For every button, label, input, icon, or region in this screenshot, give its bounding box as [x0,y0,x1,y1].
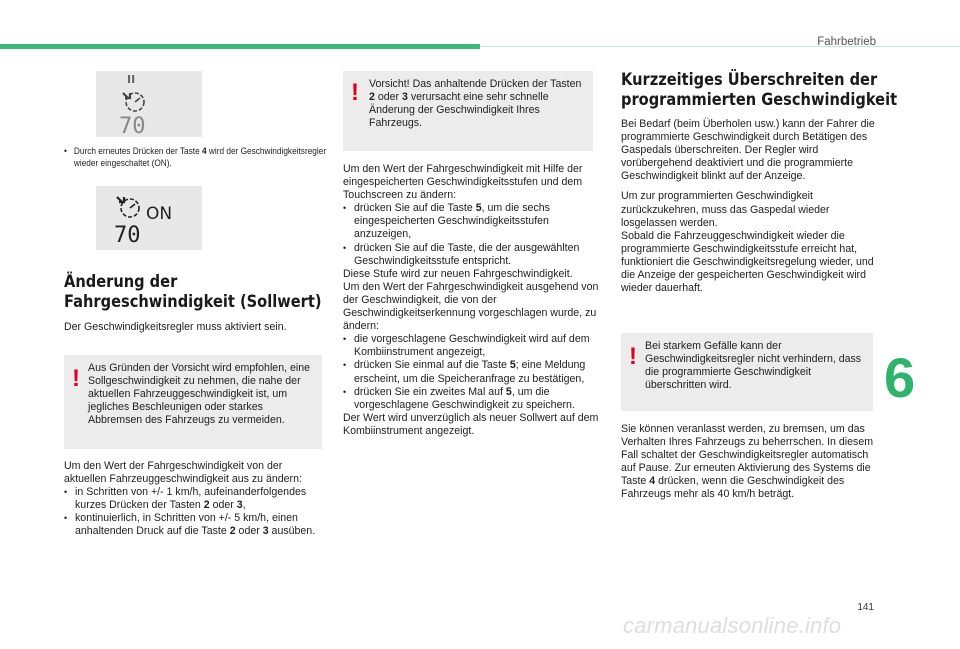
set-speed-value: 70 [114,223,141,248]
on-status: ON [146,204,173,224]
section-title: Fahrbetrieb [817,36,876,48]
watermark: carmanualsonline.info [623,613,842,638]
warning-icon: ! [351,79,359,106]
warning-icon: ! [629,343,637,370]
warning-icon: ! [72,365,80,392]
warning-box-3 [621,333,873,411]
warning-text: Bei starkem Gefälle kann der Geschwindigkeitsregler nicht verhindern, dass die programmierte Geschwindigkeit überschritten wird. [645,340,862,392]
cruise-paused-display [96,71,202,137]
warning-box-2 [343,71,593,151]
intro-paragraph: Der Geschwindigkeitsregler muss aktiviert sein. [64,321,287,333]
section-accent-bar [0,44,480,49]
warning-text: Aus Gründen der Vorsicht wird empfohlen, eine Sollgeschwindigkeit zu nehmen, die nahe der aktuellen Fahrzeuggeschwindigkeit ist, um jegliches Beschleunigen oder starkes Abbremsen des Fahrzeugs zu vermeiden. [88,362,311,427]
page-number: 141 [857,602,874,613]
section-divider [480,46,960,47]
cruise-on-display [96,186,202,250]
braking-text: Sie können veranlasst werden, zu bremsen, um das Verhalten Ihres Fahrzeugs zu beherrschen. In diesem Fall schaltet der Geschwindigkeitsregler automatisch auf Pause. Zur erneuten Aktivierung des Systems die Taste 4 drücken, wenn die Geschwindigkeit des Fahrzeugs mehr als 40 km/h beträgt. [621,423,874,501]
heading-override: Kurzzeitiges Überschreiten der programmierten Geschwindigkeit [621,70,898,110]
speedometer-icon [96,71,202,137]
speedometer-on-icon [96,186,202,250]
pause-symbol: II [127,73,136,86]
heading-change-speed: Änderung der Fahrgeschwindigkeit (Sollwert) [64,272,322,312]
chapter-number: 6 [884,346,916,409]
override-text: Bei Bedarf (beim Überholen usw.) kann der Fahrer die programmierte Geschwindigkeit durch Betätigen des Gaspedals überschreiten. Der Regler wird vorübergehend deaktiviert und die programmierte Geschwindigkeit blinkt auf der Anzeige. Um zur programmierten Geschwindigkeit zurückzukehren, muss das Gaspedal wieder losgelassen werden. Sobald die Fahrzeuggeschwindigkeit wieder die programmierte Geschwindigkeitsstufe erreicht hat, funktioniert die Geschwindigkeitsregelung wieder, und die Anzeige der gespeicherten Geschwindigkeit wird wieder dauerhaft. [621,118,875,295]
change-instructions: Um den Wert der Fahrgeschwindigkeit von der aktuellen Fahrzeuggeschwindigkeit aus zu ändern: • in Schritten von +/- 1 km/h, aufeinanderfolgendes kurzes Drücken der Tasten 2 oder 3, • kontinuierlich, in Schritten von +/- 5 km/h, einen anhaltenden Druck auf die Taste 2 oder 3 ausüben. [64,460,316,538]
warning-box-1 [64,355,322,449]
touchscreen-instructions: Um den Wert der Fahrgeschwindigkeit mit Hilfe der eingespeicherten Geschwindigkeitsstufen und dem Touchscreen zu ändern: • drücken Sie auf die Taste 5, um die sechs eingespeicherten Geschwindigkeitsstufen anzuzeigen, • drücken Sie auf die Taste, die der ausgewählten Geschwindigkeitsstufe entspricht. Diese Stufe wird zur neuen Fahrgeschwindigkeit. Um den Wert der Fahrgeschwindigkeit ausgehend von der Geschwindigkeit, die von der Geschwindigkeitserkennung vorgeschlagen wurde, zu ändern: • die vorgeschlagene Geschwindigkeit wird auf dem Kombiinstrument angezeigt, • drücken Sie einmal auf die Taste 5; eine Meldung erscheint, um die Speicheranfrage zu bestätigen, • drücken Sie ein zweites Mal auf 5, um die vorgeschlagene Geschwindigkeit zu speichern. Der Wert wird unverzüglich als neuer Sollwert auf dem Kombiinstrument angezeigt. [343,163,599,437]
note-reactivate: • Durch erneutes Drücken der Taste 4 wird der Geschwindigkeitsregler wieder eingeschaltet (ON). [64,146,327,168]
set-speed-value: 70 [119,114,146,137]
warning-text: Vorsicht! Das anhaltende Drücken der Tasten 2 oder 3 verursacht eine sehr schnelle Änderung der Geschwindigkeit Ihres Fahrzeugs. [369,78,582,130]
